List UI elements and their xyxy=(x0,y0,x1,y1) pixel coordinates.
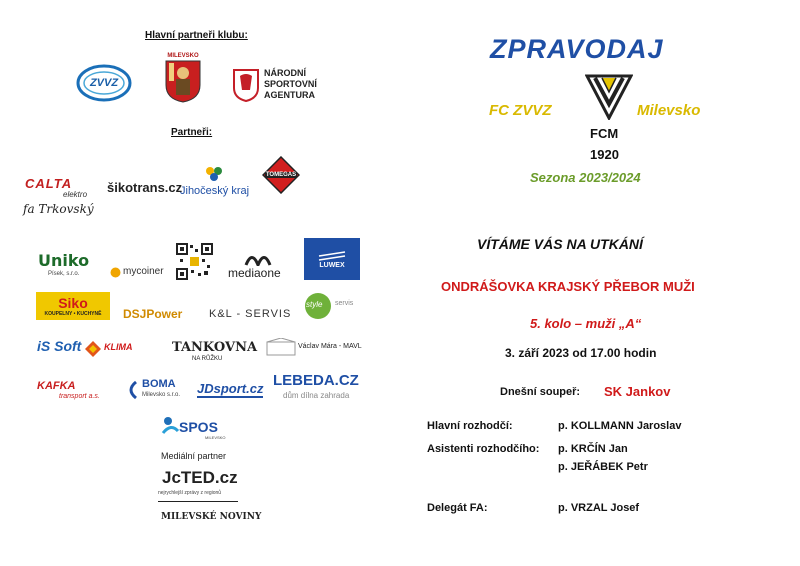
tankovna-logo xyxy=(172,340,258,364)
nsa-line-2: SPORTOVNÍ xyxy=(264,78,317,89)
coin-icon xyxy=(110,267,121,278)
lebeda-sub: dům dílna zahrada xyxy=(283,391,350,400)
klima-logo xyxy=(84,338,156,360)
siko-sub: KOUPELNY • KUCHYNĚ xyxy=(44,310,102,317)
uniko-sub: Písek, s.r.o. xyxy=(48,271,80,277)
kafka-sub: transport a.s. xyxy=(59,393,100,400)
milevsko-coat-of-arms xyxy=(163,52,203,104)
boma-logo xyxy=(124,378,190,402)
kafka-name: KAFKA xyxy=(37,380,76,392)
boma-sub: Milevsko s.r.o. xyxy=(142,392,181,398)
jdsport-logo: JDsport.cz xyxy=(197,381,264,396)
klima-flame-icon xyxy=(84,340,102,358)
mycoiner-text: mycoiner xyxy=(123,266,164,277)
assistants-label: Asistenti rozhodčího: xyxy=(427,443,540,455)
club-crest-icon xyxy=(585,74,633,120)
lion-emblem-icon xyxy=(232,66,260,102)
jihocesky-kraj-logo xyxy=(180,165,260,200)
uniko-logo xyxy=(38,251,90,283)
partners-heading: Partneři: xyxy=(171,127,213,138)
qr-code-icon xyxy=(176,243,213,280)
siko-name: Siko xyxy=(58,294,88,311)
calta-signature: fa Trkovský xyxy=(23,202,94,216)
lebeda-name: LEBEDA.CZ xyxy=(273,372,359,389)
media-divider xyxy=(158,501,238,502)
match-date: 3. září 2023 od 17.00 hodin xyxy=(505,346,657,360)
boma-name: BOMA xyxy=(142,378,176,390)
jcted-logo xyxy=(158,468,238,502)
luwex-logo xyxy=(304,238,360,280)
welcome-heading: VÍTÁME VÁS NA UTKÁNÍ xyxy=(477,236,643,252)
mediaone-symbol-icon xyxy=(244,250,272,266)
league-name: ONDRÁŠOVKA KRAJSKÝ PŘEBOR MUŽI xyxy=(441,279,695,294)
kafka-logo xyxy=(35,380,115,404)
style-sub: servis xyxy=(335,300,354,307)
assistant-2-name: p. JEŘÁBEK Petr xyxy=(558,461,648,473)
sikotrans-logo: šikotrans.cz xyxy=(107,180,183,195)
nsa-logo xyxy=(232,64,332,104)
nsa-line-1: NÁRODNÍ xyxy=(264,67,306,78)
jcted-name: JcTED.cz xyxy=(162,468,238,487)
isoft-logo: iS Soft xyxy=(37,338,82,354)
round-info: 5. kolo – muži „A“ xyxy=(530,316,642,331)
jihocesky-kraj-text: Jihočeský kraj xyxy=(180,185,250,197)
lebeda-logo xyxy=(273,372,363,402)
mavl-building-icon xyxy=(266,338,296,356)
jcted-sub: nejrychlejší zprávy z regionů xyxy=(158,490,222,496)
tomegas-logo xyxy=(262,156,300,194)
kl-servis-logo: K&L - SERVIS xyxy=(209,308,292,320)
dsjpower-logo: DSJPower xyxy=(123,307,183,321)
jihocesky-emblem-icon xyxy=(204,165,226,183)
season: Sezona 2023/2024 xyxy=(530,170,641,185)
bulletin-title: ZPRAVODAJ xyxy=(490,34,664,64)
klima-text: KLIMA xyxy=(104,342,133,352)
siko-logo xyxy=(36,292,110,320)
mycoiner-logo xyxy=(110,265,176,281)
media-partner-heading: Mediální partner xyxy=(161,451,227,461)
nsa-line-3: AGENTURA xyxy=(264,89,315,100)
spos-sub: MILEVSKO xyxy=(205,435,226,440)
style-name: style xyxy=(306,300,323,309)
referee-name: p. KOLLMANN Jaroslav xyxy=(558,420,682,432)
calta-sub: elektro xyxy=(63,190,88,199)
tankovna-name: TANKOVNA xyxy=(172,340,258,355)
main-partners-heading: Hlavní partneři klubu: xyxy=(145,30,248,41)
milevske-noviny-logo: MILEVSKÉ NOVINY xyxy=(161,512,262,522)
style-servis-logo xyxy=(304,292,362,320)
spos-logo xyxy=(161,415,233,441)
mediaone-text: mediaone xyxy=(228,266,281,280)
milevsko-label: MILEVSKO xyxy=(167,53,199,59)
delegate-name: p. VRZAL Josef xyxy=(558,502,640,514)
delegate-label: Delegát FA: xyxy=(427,502,488,514)
tankovna-sub: NA RŮŽKU xyxy=(192,356,223,362)
club-crest xyxy=(585,74,633,120)
luwex-text: LUWEX xyxy=(319,261,345,269)
qr-code xyxy=(176,243,213,280)
zvvz-logo-text: ZVVZ xyxy=(89,77,119,89)
assistant-1-name: p. KRČÍN Jan xyxy=(558,443,628,455)
mavl-text: Václav Mára - MAVL xyxy=(298,343,362,350)
club-abbreviation: FCM xyxy=(590,126,619,141)
mavl-logo xyxy=(266,338,368,358)
calta-name: CALTA xyxy=(25,176,73,191)
spos-name: SPOS xyxy=(179,419,218,435)
spos-swoosh-icon xyxy=(161,415,179,435)
referee-label: Hlavní rozhodčí: xyxy=(427,420,513,432)
club-name-right: Milevsko xyxy=(637,102,701,119)
opponent-label: Dnešní soupeř: xyxy=(500,386,581,398)
coat-of-arms-icon xyxy=(164,59,202,103)
founding-year: 1920 xyxy=(590,147,619,162)
uniko-name: Uniko xyxy=(38,251,90,270)
luwex-symbol-icon xyxy=(317,250,347,262)
zvvz-logo xyxy=(76,64,132,102)
mediaone-logo xyxy=(226,250,294,284)
boma-bracket-icon xyxy=(124,380,138,400)
club-name-left: FC ZVVZ xyxy=(489,102,552,119)
opponent-name: SK Jankov xyxy=(604,384,671,399)
calta-logo xyxy=(23,176,98,222)
tomegas-text: TOMEGAS xyxy=(265,172,297,178)
